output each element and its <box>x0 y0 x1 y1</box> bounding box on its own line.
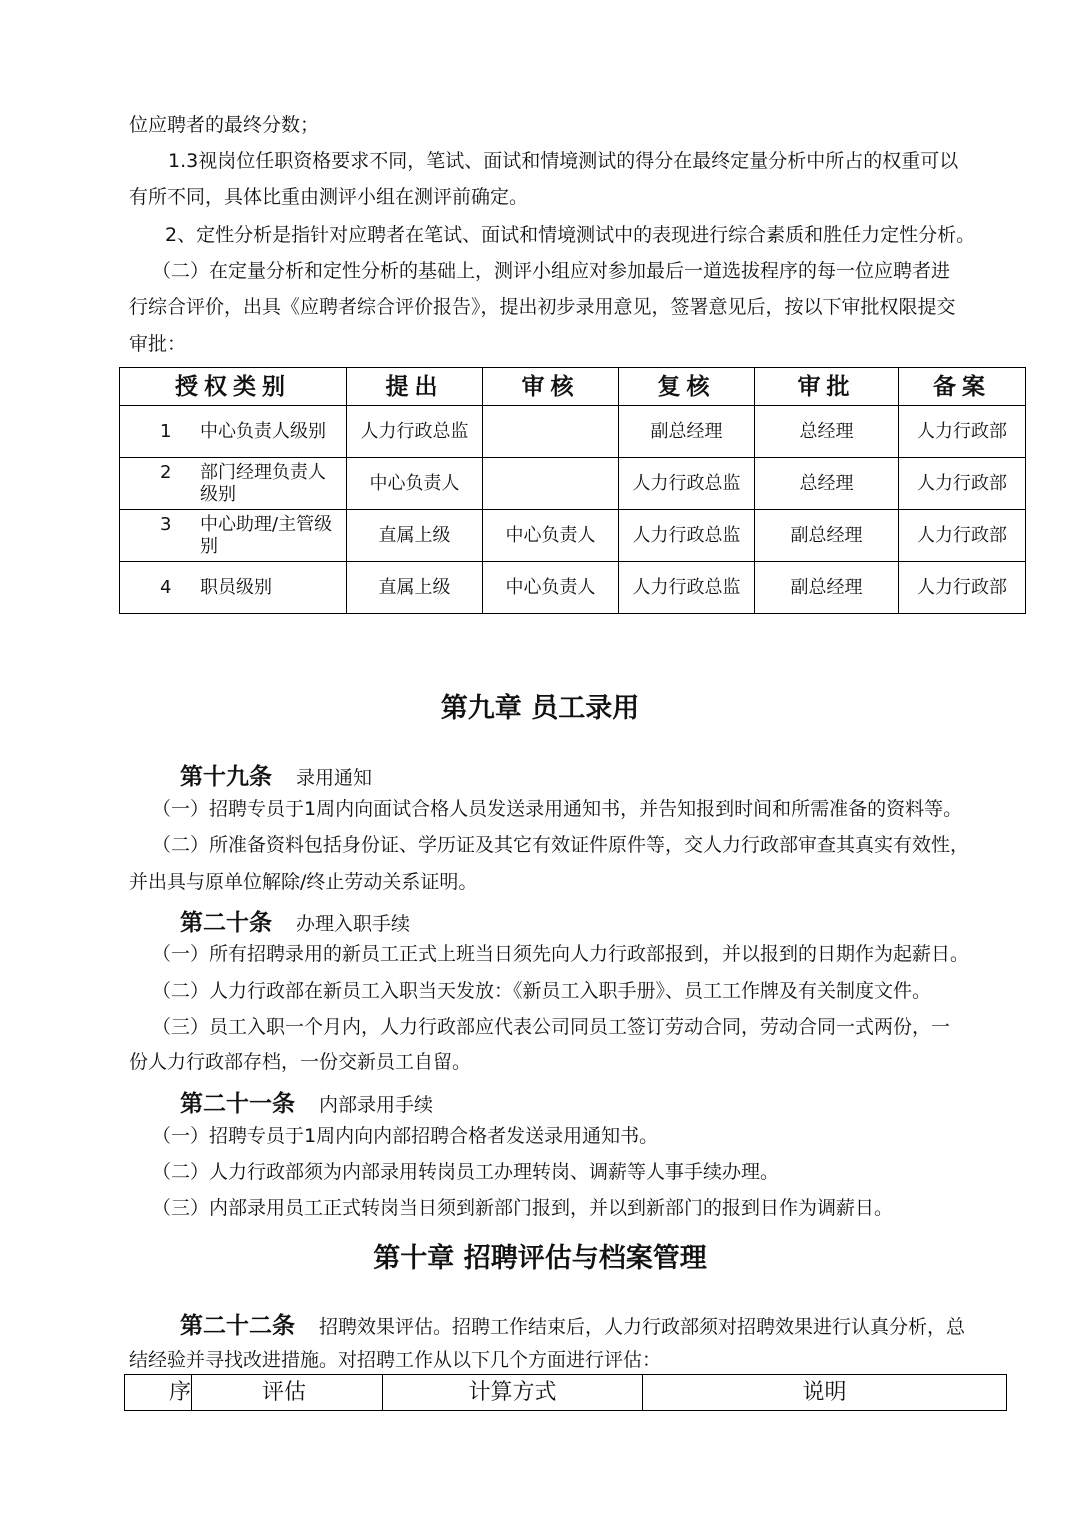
paragraph: （二）在定量分析和定性分析的基础上，测评小组应对参加最后一道选拔程序的每一位应聘者进 <box>152 260 951 282</box>
cell: 人力行政部 <box>899 562 1026 614</box>
table-row <box>120 406 1026 458</box>
paragraph: 1.3视岗位任职资格要求不同，笔试、面试和情境测试的得分在最终定量分析中所占的权重可以 <box>168 150 959 172</box>
article-name: 内部录用手续 <box>319 1094 434 1116</box>
cell <box>483 458 619 510</box>
cell: 中心负责人 <box>347 458 483 510</box>
paragraph: （二）人力行政部须为内部录用转岗员工办理转岗、调薪等人事手续办理。 <box>152 1161 780 1183</box>
cell: 人力行政总监 <box>619 458 755 510</box>
chapter-title: 第十章 招聘评估与档案管理 <box>373 1243 707 1274</box>
header-cell: 审批 <box>755 368 899 406</box>
header-cell: 说明 <box>643 1375 1007 1411</box>
article-number: 第十九条 <box>180 764 272 790</box>
table-row <box>120 458 1026 510</box>
header-cell: 备案 <box>899 368 1026 406</box>
auth-type: 中心助理/主管级别 <box>200 513 333 557</box>
article-heading <box>180 1307 965 1340</box>
paragraph: （三）内部录用员工正式转岗当日须到新部门报到，并以到新部门的报到日作为调薪日。 <box>152 1197 894 1219</box>
paragraph: 行综合评价，出具《应聘者综合评价报告》，提出初步录用意见，签署意见后，按以下审批权限提交 <box>129 296 956 318</box>
cell: 中心负责人 <box>483 510 619 562</box>
article-number: 第二十一条 <box>180 1091 295 1117</box>
cell: 人力行政总监 <box>347 406 483 458</box>
paragraph: 审批： <box>129 333 187 355</box>
row-number: 2 <box>160 461 172 483</box>
paragraph: 结经验并寻找改进措施。对招聘工作从以下几个方面进行评估： <box>129 1349 662 1371</box>
paragraph: （二）人力行政部在新员工入职当天发放：《新员工入职手册》、员工工作牌及有关制度文件。 <box>152 980 932 1002</box>
cell: 副总经理 <box>755 562 899 614</box>
cell: 副总经理 <box>619 406 755 458</box>
auth-type: 职员级别 <box>200 576 272 598</box>
evaluation-table <box>124 1374 1007 1411</box>
header-cell: 计算方式 <box>383 1375 643 1411</box>
article-heading <box>180 904 410 937</box>
chapter-title: 第九章 员工录用 <box>440 693 640 724</box>
cell: 人力行政部 <box>899 458 1026 510</box>
cell: 总经理 <box>755 458 899 510</box>
cell: 人力行政部 <box>899 510 1026 562</box>
paragraph: （一）招聘专员于1周内向面试合格人员发送录用通知书，并告知报到时间和所需准备的资料等。 <box>152 798 963 820</box>
header-cell: 评估 <box>192 1375 383 1411</box>
cell: 中心负责人 <box>483 562 619 614</box>
article-name: 录用通知 <box>296 767 373 789</box>
row-number: 3 <box>160 513 172 535</box>
header-cell: 序 <box>125 1375 192 1411</box>
article-text: 招聘效果评估。招聘工作结束后，人力行政部须对招聘效果进行认真分析，总 <box>319 1316 966 1338</box>
article-heading <box>180 758 372 791</box>
paragraph: （一）招聘专员于1周内向内部招聘合格者发送录用通知书。 <box>152 1125 659 1147</box>
row-number: 4 <box>160 576 172 598</box>
cell: 人力行政总监 <box>619 562 755 614</box>
paragraph: （三）员工入职一个月内，人力行政部应代表公司同员工签订劳动合同，劳动合同一式两份，一 <box>152 1016 951 1038</box>
cell <box>483 406 619 458</box>
paragraph: 位应聘者的最终分数； <box>129 114 320 136</box>
cell: 总经理 <box>755 406 899 458</box>
table-row <box>120 562 1026 614</box>
article-name: 办理入职手续 <box>296 913 411 935</box>
header-cell: 复核 <box>619 368 755 406</box>
paragraph: （一）所有招聘录用的新员工正式上班当日须先向人力行政部报到，并以报到的日期作为起薪日。 <box>152 943 970 965</box>
approval-authority-table <box>119 367 1026 614</box>
header-cell: 审核 <box>483 368 619 406</box>
cell: 直属上级 <box>347 562 483 614</box>
cell: 人力行政部 <box>899 406 1026 458</box>
article-number: 第二十二条 <box>180 1313 295 1339</box>
paragraph: 有所不同，具体比重由测评小组在测评前确定。 <box>129 186 529 208</box>
auth-type: 中心负责人级别 <box>200 420 326 442</box>
header-cell: 授权类别 <box>120 368 347 406</box>
cell: 人力行政总监 <box>619 510 755 562</box>
auth-type: 部门经理负责人级别 <box>200 461 326 505</box>
paragraph: 2、定性分析是指针对应聘者在笔试、面试和情境测试中的表现进行综合素质和胜任力定性分析。 <box>165 224 976 246</box>
cell: 副总经理 <box>755 510 899 562</box>
cell: 直属上级 <box>347 510 483 562</box>
paragraph: 并出具与原单位解除/终止劳动关系证明。 <box>129 871 478 893</box>
article-number: 第二十条 <box>180 910 272 936</box>
paragraph: 份人力行政部存档，一份交新员工自留。 <box>129 1051 472 1073</box>
article-heading <box>180 1085 433 1118</box>
row-number: 1 <box>160 420 172 442</box>
header-cell: 提出 <box>347 368 483 406</box>
paragraph: （二）所准备资料包括身份证、学历证及其它有效证件原件等，交人力行政部审查其真实有效性， <box>152 834 970 856</box>
table-row <box>120 510 1026 562</box>
